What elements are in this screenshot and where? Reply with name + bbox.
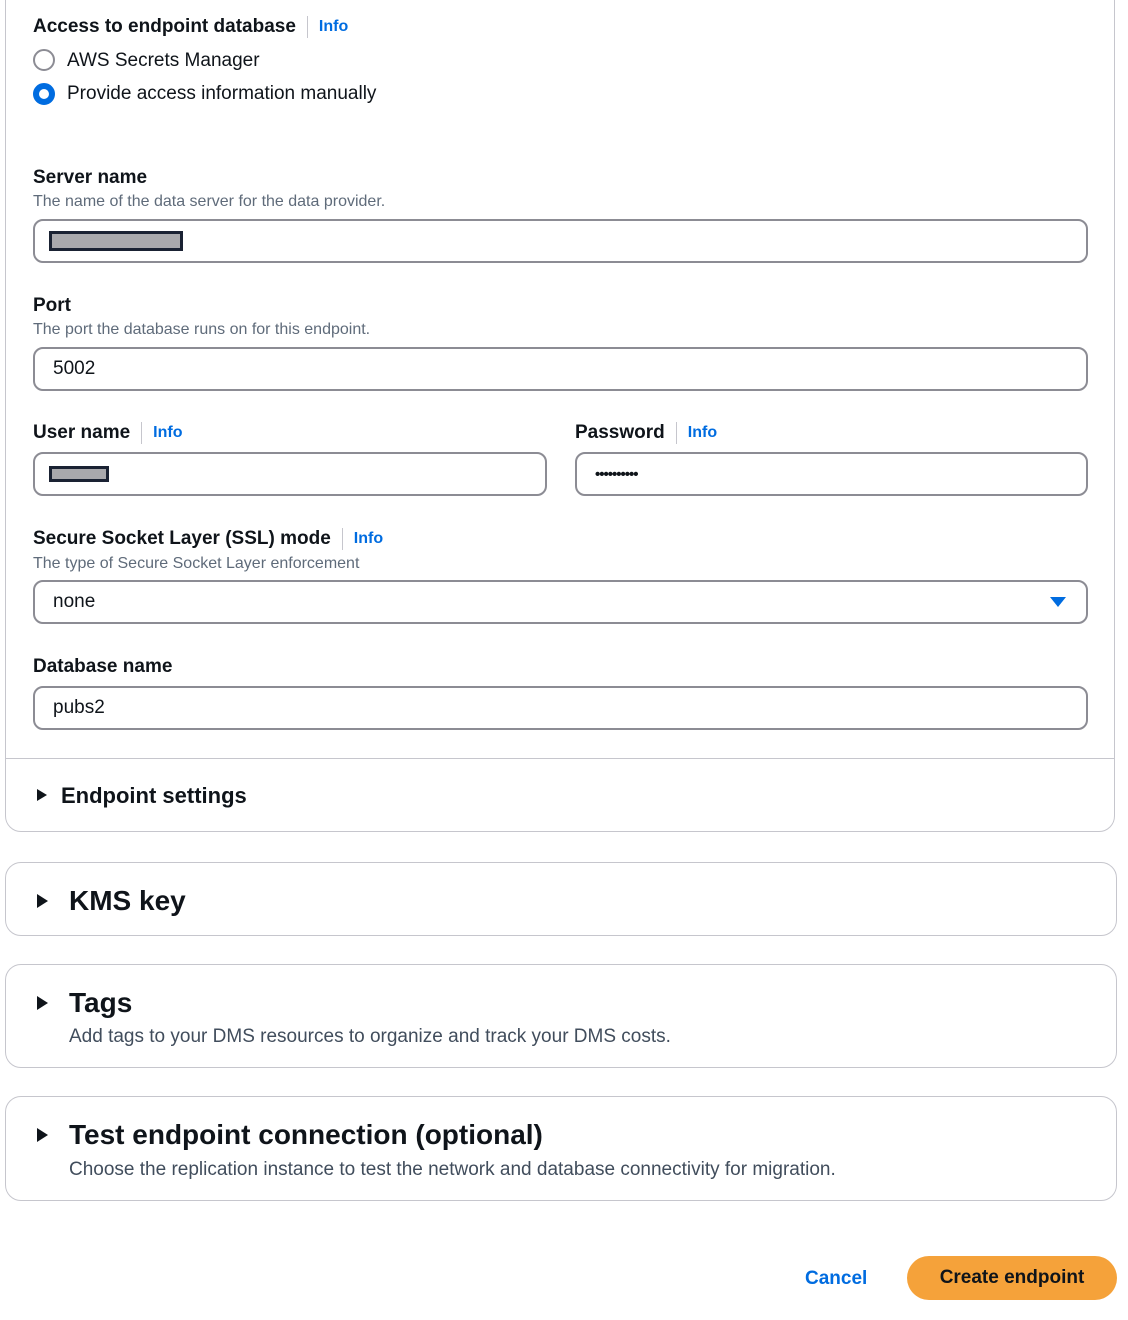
caret-down-icon[interactable]	[1050, 597, 1066, 607]
ssl-mode-select[interactable]	[33, 580, 1088, 624]
radio-manual-access-label[interactable]: Provide access information manually	[67, 83, 377, 104]
radio-secrets-manager-label[interactable]: AWS Secrets Manager	[67, 50, 260, 71]
radio-manual-access[interactable]	[33, 83, 55, 105]
user-name-input[interactable]	[33, 452, 547, 496]
user-name-label-row	[33, 422, 183, 444]
tags-toggle[interactable]: Tags	[69, 987, 133, 1018]
redacted-value	[49, 466, 109, 482]
access-label: Access to endpoint database	[33, 16, 296, 37]
server-name-label: Server name	[33, 167, 148, 188]
ssl-label-row	[33, 528, 383, 550]
user-name-label: User name	[33, 422, 131, 443]
radio-secrets-manager[interactable]	[33, 49, 55, 71]
database-name-value: pubs2	[53, 697, 105, 718]
password-info-link[interactable]: Info	[676, 422, 717, 444]
caret-right-icon[interactable]	[37, 789, 47, 801]
tags-card	[5, 964, 1117, 1068]
create-endpoint-button[interactable]: Create endpoint	[907, 1256, 1117, 1300]
password-value: ••••••••••	[595, 465, 638, 483]
endpoint-settings-toggle[interactable]: Endpoint settings	[61, 783, 247, 808]
ssl-description: The type of Secure Socket Layer enforcement	[33, 555, 360, 572]
port-value: 5002	[53, 358, 96, 379]
ssl-info-link[interactable]: Info	[342, 528, 383, 550]
port-input[interactable]	[33, 347, 1088, 391]
kms-key-toggle[interactable]: KMS key	[69, 885, 186, 916]
cancel-button[interactable]: Cancel	[805, 1268, 868, 1289]
password-label: Password	[575, 422, 665, 443]
password-input[interactable]	[575, 452, 1088, 496]
tags-description: Add tags to your DMS resources to organize and track your DMS costs.	[69, 1026, 671, 1047]
user-name-info-link[interactable]: Info	[141, 422, 182, 444]
caret-right-icon[interactable]	[37, 894, 48, 908]
redacted-value	[49, 231, 183, 251]
ssl-label: Secure Socket Layer (SSL) mode	[33, 528, 331, 549]
caret-right-icon[interactable]	[37, 1128, 48, 1142]
port-label: Port	[33, 295, 71, 316]
server-name-input[interactable]	[33, 219, 1088, 263]
caret-right-icon[interactable]	[37, 996, 48, 1010]
database-name-input[interactable]	[33, 686, 1088, 730]
port-description: The port the database runs on for this endpoint.	[33, 321, 371, 338]
test-connection-toggle[interactable]: Test endpoint connection (optional)	[69, 1119, 543, 1150]
test-connection-description: Choose the replication instance to test the network and database connectivity for migration.	[69, 1159, 836, 1180]
section-divider	[6, 758, 1115, 759]
access-label-row	[33, 16, 348, 38]
password-label-row	[575, 422, 717, 444]
database-name-label: Database name	[33, 656, 173, 677]
server-name-description: The name of the data server for the data provider.	[33, 193, 386, 210]
ssl-mode-value: none	[53, 591, 96, 612]
access-info-link[interactable]: Info	[307, 16, 348, 38]
